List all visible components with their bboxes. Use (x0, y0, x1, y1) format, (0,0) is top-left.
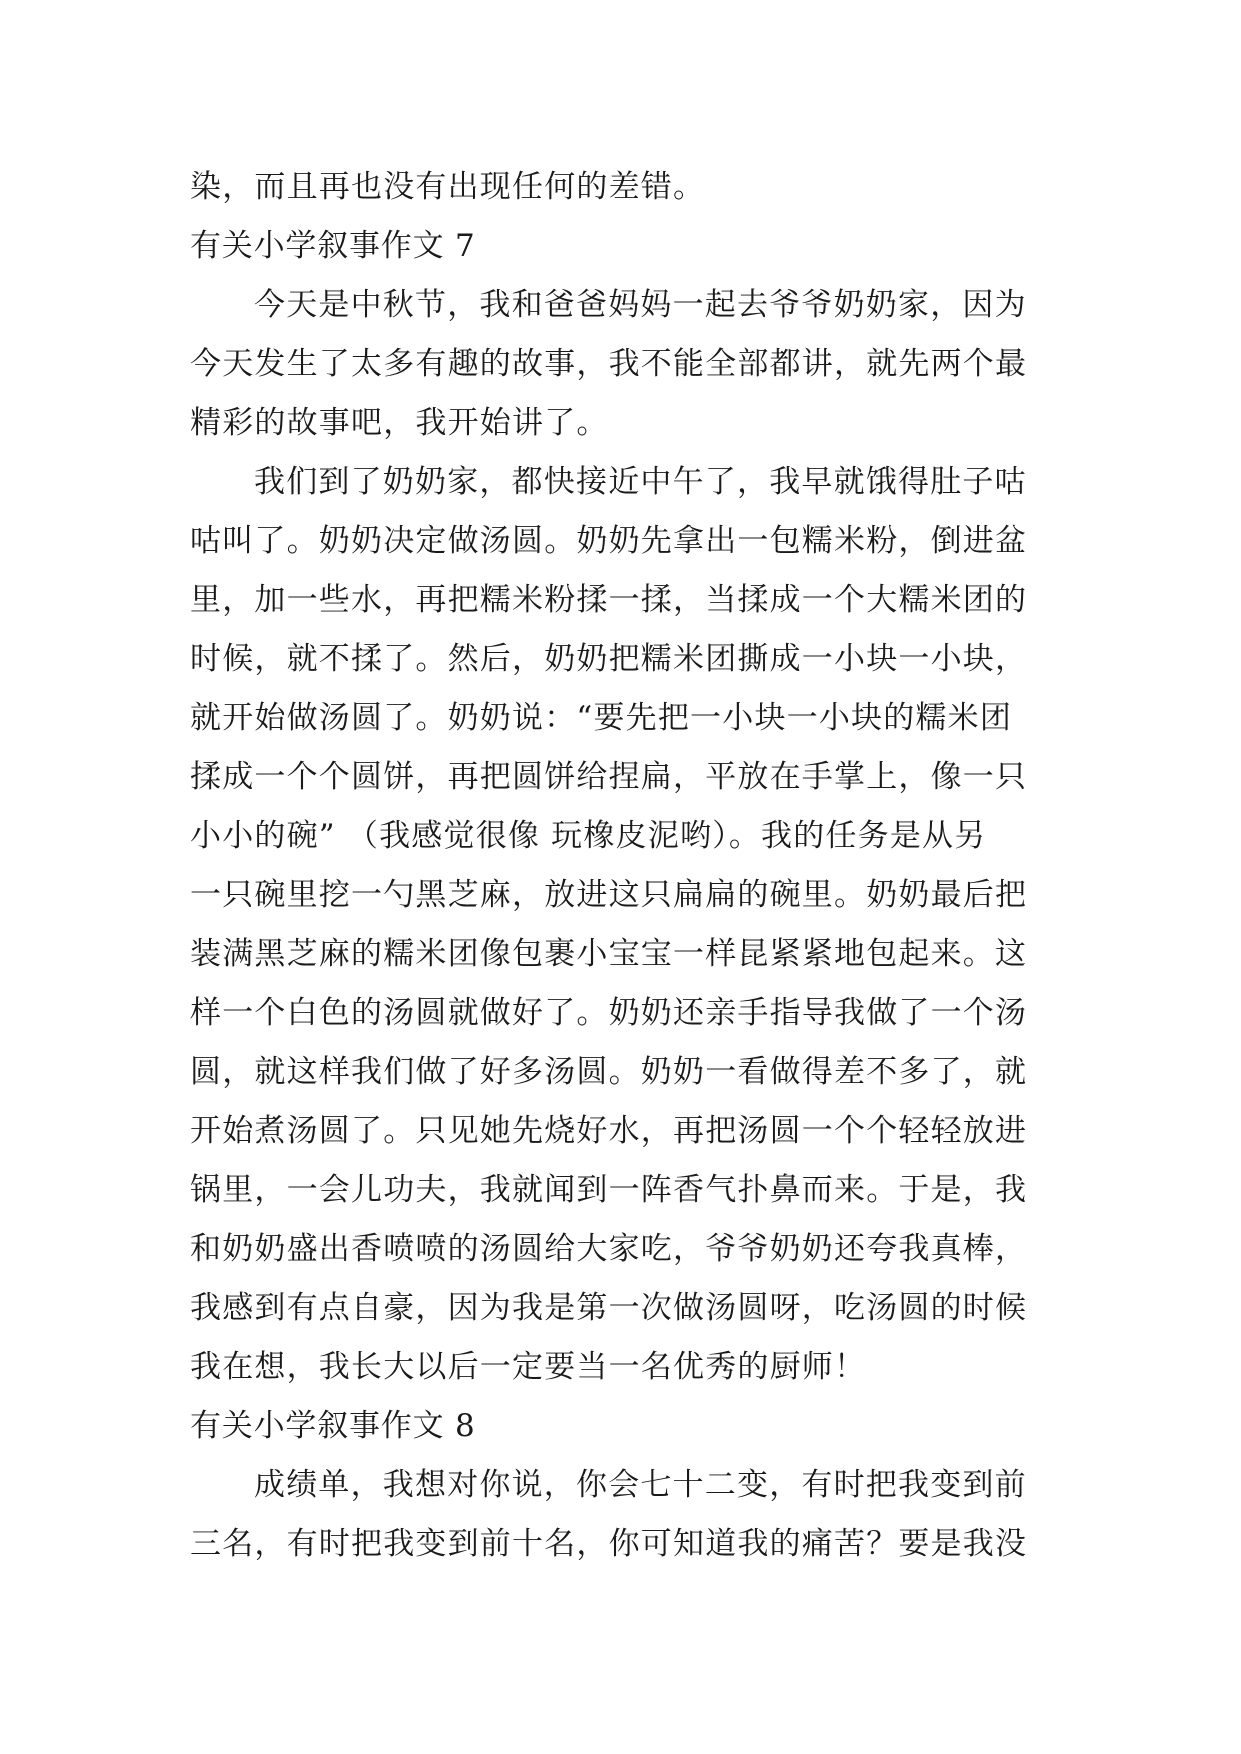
body-line: 成绩单，我想对你说，你会七十二变，有时把我变到前 (254, 1467, 1027, 1503)
body-line: 装满黑芝麻的糯米团像包裹小宝宝一样昆紧紧地包起来。这 (190, 936, 1028, 972)
body-line: 和奶奶盛出香喷喷的汤圆给大家吃，爷爷奶奶还夸我真棒， (190, 1231, 1028, 1267)
body-line: 就开始做汤圆了。奶奶说：“要先把一小块一小块的糯米团 (190, 700, 1013, 736)
body-line: 我在想，我长大以后一定要当一名优秀的厨师！ (190, 1349, 867, 1385)
body-line: 里，加一些水，再把糯米粉揉一揉，当揉成一个大糯米团的 (190, 582, 1028, 618)
body-line: 开始煮汤圆了。只见她先烧好水，再把汤圆一个个轻轻放进 (190, 1113, 1028, 1149)
section-heading: 有关小学叙事作文 7 (190, 228, 476, 264)
body-line: 样一个白色的汤圆就做好了。奶奶还亲手指导我做了一个汤 (190, 995, 1028, 1031)
section-heading: 有关小学叙事作文 8 (190, 1408, 476, 1444)
body-line: 今天发生了太多有趣的故事，我不能全部都讲，就先两个最 (190, 346, 1028, 382)
document-body (190, 158, 1050, 1574)
body-line: 我感到有点自豪，因为我是第一次做汤圆呀，吃汤圆的时候 (190, 1290, 1028, 1326)
body-line: 锅里，一会儿功夫，我就闻到一阵香气扑鼻而来。于是，我 (190, 1172, 1028, 1208)
body-line: 精彩的故事吧，我开始讲了。 (190, 405, 609, 441)
body-line: 时候，就不揉了。然后，奶奶把糯米团撕成一小块一小块， (190, 641, 1028, 677)
body-line: 小小的碗” （我感觉很像 玩橡皮泥哟）。我的任务是从另 (190, 818, 987, 854)
body-line: 一只碗里挖一勺黑芝麻，放进这只扁扁的碗里。奶奶最后把 (190, 877, 1028, 913)
body-line: 染，而且再也没有出现任何的差错。 (190, 169, 706, 205)
body-line: 圆，就这样我们做了好多汤圆。奶奶一看做得差不多了，就 (190, 1054, 1028, 1090)
body-line: 咕叫了。奶奶决定做汤圆。奶奶先拿出一包糯米粉，倒进盆 (190, 523, 1028, 559)
body-line: 今天是中秋节，我和爸爸妈妈一起去爷爷奶奶家，因为 (254, 287, 1027, 323)
body-line: 三名，有时把我变到前十名，你可知道我的痛苦？要是我没 (190, 1526, 1028, 1562)
body-line: 我们到了奶奶家，都快接近中午了，我早就饿得肚子咕 (254, 464, 1027, 500)
body-line: 揉成一个个圆饼，再把圆饼给捏扁，平放在手掌上，像一只 (190, 759, 1028, 795)
